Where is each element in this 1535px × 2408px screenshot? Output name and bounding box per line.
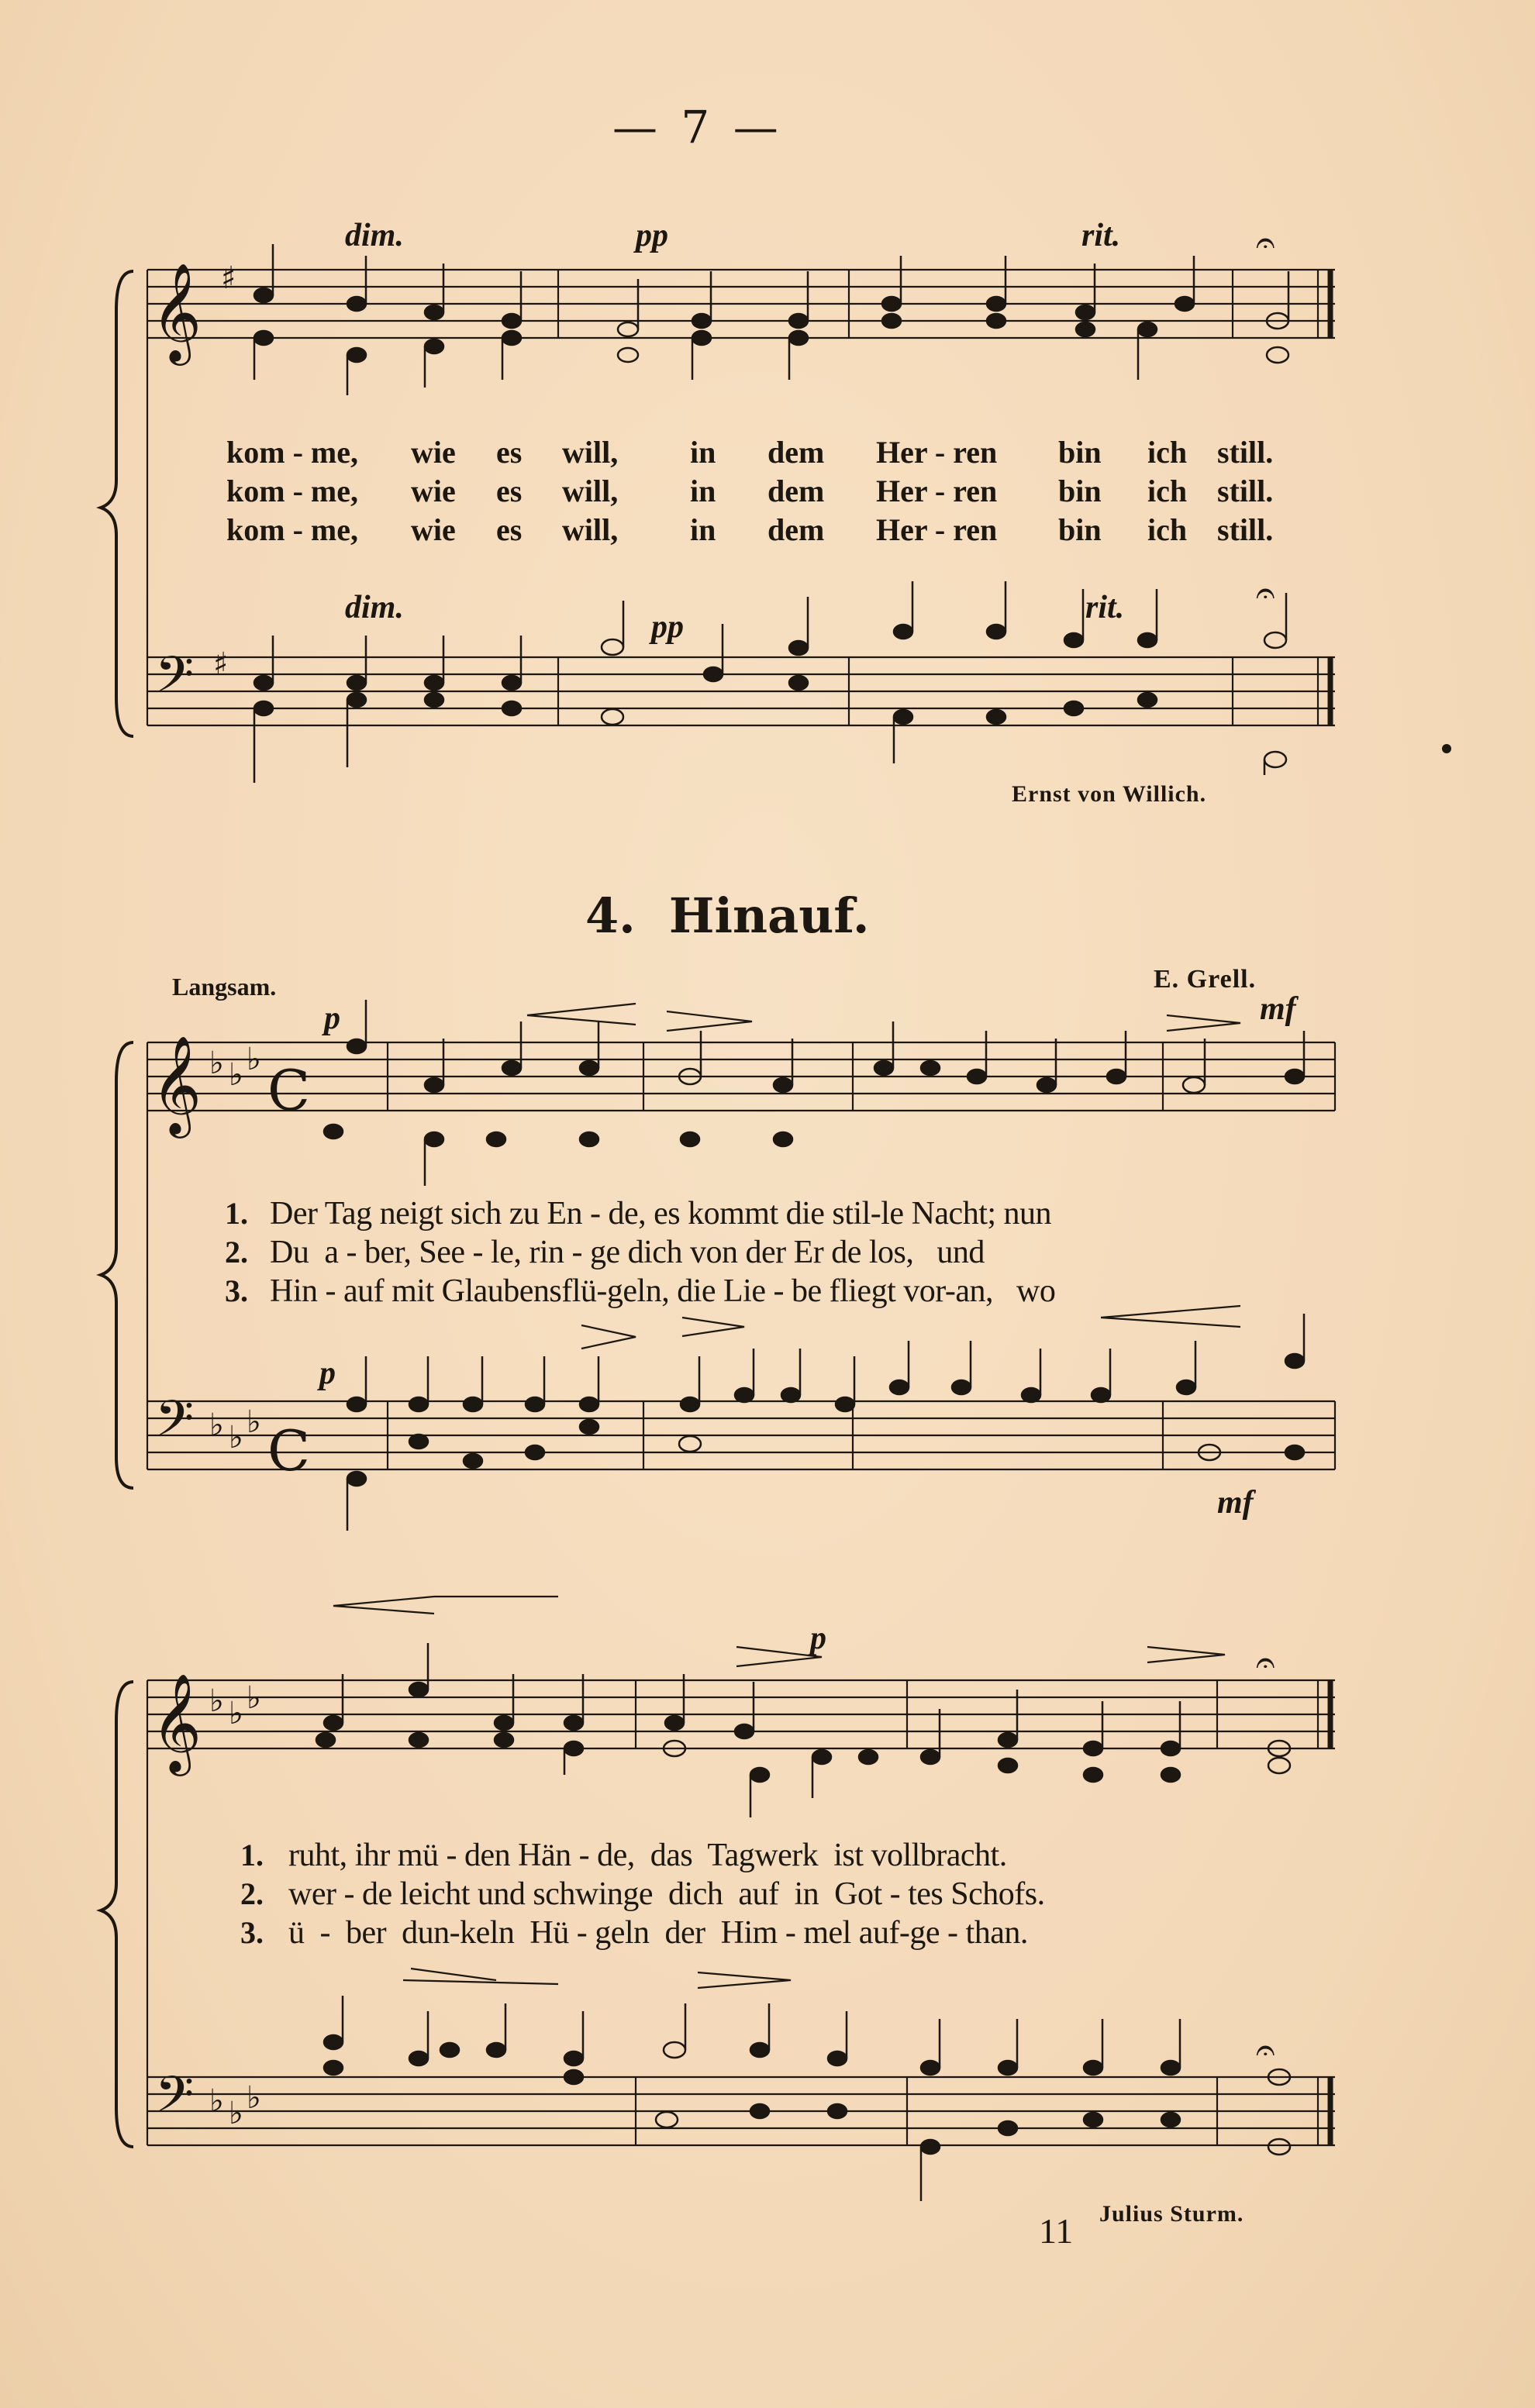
- treble-staff-2: [147, 1042, 1335, 1111]
- svg-text:♯: ♯: [213, 646, 229, 682]
- verse-text: ruht, ihr mü - den Hän - de, das Tagwerk ist vollbracht.: [288, 1838, 1007, 1873]
- svg-text:♭: ♭: [247, 1680, 261, 1716]
- svg-text:𝄐: 𝄐: [1256, 223, 1275, 263]
- svg-text:♭: ♭: [229, 1057, 243, 1093]
- song-composer: E. Grell.: [1154, 965, 1257, 994]
- ink-dot: [1442, 744, 1451, 753]
- verse-number: 3.: [225, 1273, 248, 1308]
- dynamic-rit-bass: rit.: [1085, 590, 1125, 625]
- svg-text:♭: ♭: [247, 2080, 261, 2116]
- dynamic-rit: rit.: [1081, 218, 1121, 253]
- verse-number: 1.: [225, 1196, 248, 1231]
- svg-text:♭: ♭: [247, 1404, 261, 1440]
- page-number: — 7 —: [612, 101, 783, 153]
- svg-text:♭: ♭: [229, 1696, 243, 1731]
- bass-staff-1: [147, 657, 1335, 725]
- treble-clef-icon: 𝄞: [151, 262, 202, 361]
- dynamic-pp-bass: pp: [651, 609, 684, 645]
- verse-number: 2.: [240, 1876, 264, 1911]
- treble-clef-icon: 𝄞: [151, 1673, 202, 1772]
- svg-text:♭: ♭: [229, 1420, 243, 1455]
- svg-text:𝄐: 𝄐: [1256, 2031, 1275, 2070]
- svg-text:♭: ♭: [209, 1046, 224, 1081]
- dynamic-dim-bass: dim.: [345, 590, 404, 625]
- svg-text:C: C: [267, 1418, 311, 1483]
- verse-text: ü - ber dun-keln Hü - geln der Him - mel auf-ge - than.: [288, 1915, 1028, 1951]
- svg-text:♭: ♭: [247, 1042, 261, 1077]
- bass-clef-icon: 𝄢: [155, 1390, 195, 1460]
- verse-number: 2.: [225, 1235, 248, 1269]
- verse-number: 3.: [240, 1915, 264, 1950]
- svg-text:♭: ♭: [209, 1683, 224, 1719]
- dynamic-mf: mf: [1260, 991, 1296, 1027]
- footer-signature-number: 11: [1039, 2211, 1074, 2251]
- dynamic-dim: dim.: [345, 218, 404, 253]
- bass-staff-3: [147, 2077, 1335, 2145]
- treble-clef-icon: 𝄞: [151, 1035, 202, 1134]
- bass-clef-icon: 𝄢: [155, 646, 195, 716]
- svg-text:C: C: [267, 1058, 311, 1123]
- bass-staff-2: [147, 1401, 1335, 1469]
- dynamic-p-2: p: [810, 1621, 826, 1656]
- tempo-marking: Langsam.: [172, 973, 277, 1001]
- svg-text:♭: ♭: [229, 2096, 243, 2131]
- verse-text: Du a - ber, See - le, rin - ge dich von der Er de los, und: [270, 1235, 985, 1270]
- sheet-music-page: — 7 — 𝄞 𝄢 𝄞 𝄢 𝄞 𝄢 ♯ ♯ ♭ ♭ ♭ ♭ ♭ ♭ ♭ ♭ ♭ ♭ ♭ ♭ C C 𝄐 𝄐 𝄐 𝄐 dim. pp rit. dim. pp rit. kom - me, wie es will, in dem Her - ren bin ich still. kom - me, wie es will, in dem Her - ren bin ich still. kom - me, wie es will, in dem Her - ren bin ich still. Ernst von Willich. 4. Hinauf. Langsam. E. Grell. p mf p mf p 1. Der Tag neigt sich zu En - de, es kommt die stil-le Nacht; nun 2. Du a - ber, See - le, rin - ge dich von der Er de los, und 3. Hin - auf mit Glaubensflü-geln, die Lie - be fliegt vor-an, wo 1. ruht, ihr mü - den Hän - de, das Tagwerk ist vollbracht. 2. wer - de leicht und schwinge dich auf in Got - tes Schofs. 3. ü - ber dun-keln Hü - geln der Him - mel auf-ge - than. 11 Julius Sturm.: [0, 0, 1535, 2408]
- lyricist: Julius Sturm.: [1099, 2201, 1244, 2227]
- song-title: 4. Hinauf.: [585, 887, 870, 944]
- verse-text: wer - de leicht und schwinge dich auf in Got - tes Schofs.: [288, 1876, 1045, 1912]
- dynamic-p: p: [324, 1001, 340, 1036]
- dynamic-mf-bass: mf: [1217, 1485, 1254, 1521]
- svg-text:𝄐: 𝄐: [1256, 1643, 1275, 1683]
- verse-text: Hin - auf mit Glaubensflü-geln, die Lie - be fliegt vor-an, wo: [270, 1273, 1056, 1309]
- top-composer: Ernst von Willich.: [1012, 781, 1207, 807]
- svg-text:♭: ♭: [209, 2083, 224, 2119]
- verse-text: Der Tag neigt sich zu En - de, es kommt die stil-le Nacht; nun: [270, 1196, 1052, 1232]
- svg-text:𝄐: 𝄐: [1256, 574, 1275, 613]
- dynamic-p-bass: p: [319, 1356, 336, 1391]
- verse-number: 1.: [240, 1838, 264, 1872]
- svg-text:♭: ♭: [209, 1407, 224, 1443]
- dynamic-pp: pp: [636, 218, 668, 253]
- bass-clef-icon: 𝄢: [155, 2066, 195, 2136]
- svg-text:♯: ♯: [221, 260, 236, 296]
